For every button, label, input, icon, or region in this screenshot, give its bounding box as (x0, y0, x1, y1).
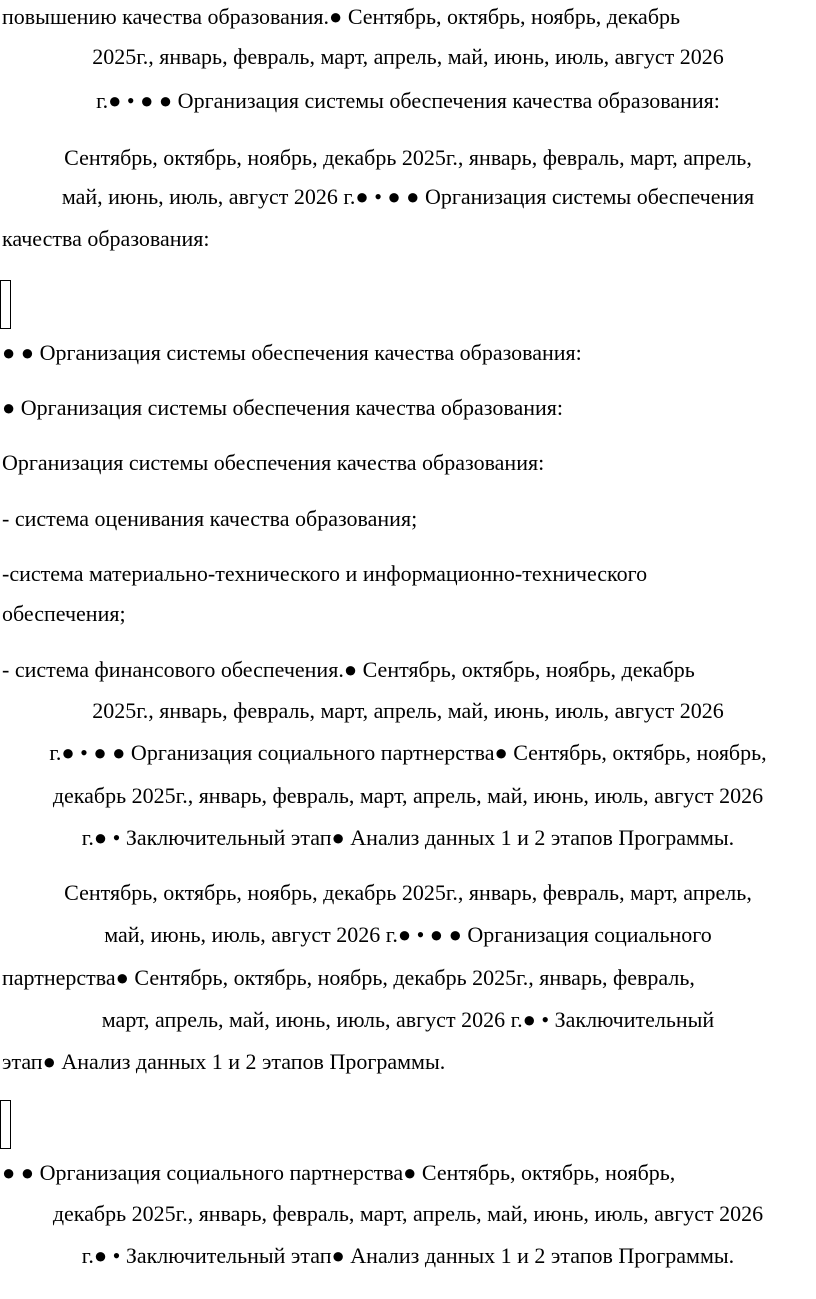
text-line: г.● • ● ● Организация системы обеспечения качества образования: (96, 88, 720, 113)
text-line: -система материально-технического и информационно-технического (2, 561, 648, 586)
text-line: Организация системы обеспечения качества образования: (2, 450, 545, 475)
text-line: май, июнь, июль, август 2026 г.● • ● ● Организация социального (104, 922, 712, 947)
text-line: повышению качества образования.● Сентябрь, октябрь, ноябрь, декабрь (2, 4, 681, 29)
text-line: Сентябрь, октябрь, ноябрь, декабрь 2025г., январь, февраль, март, апрель, (64, 145, 752, 170)
empty-box-placeholder (0, 1100, 11, 1149)
text-line: ● Организация системы обеспечения качества образования: (2, 395, 563, 420)
text-line: декабрь 2025г., январь, февраль, март, апрель, май, июнь, июль, август 2026 (52, 1201, 764, 1226)
text-line: г.● • Заключительный этап● Анализ данных 1 и 2 этапов Программы. (81, 825, 735, 850)
text-line: г.● • Заключительный этап● Анализ данных 1 и 2 этапов Программы. (81, 1243, 735, 1268)
text-line: качества образования: (2, 226, 210, 251)
text-line: этап● Анализ данных 1 и 2 этапов Программы. (2, 1049, 446, 1074)
text-line: г.● • ● ● Организация социального партнерства● Сентябрь, октябрь, ноябрь, (49, 740, 767, 765)
text-line: март, апрель, май, июнь, июль, август 2026 г.● • Заключительный (101, 1007, 715, 1032)
text-line: - система финансового обеспечения.● Сентябрь, октябрь, ноябрь, декабрь (2, 657, 695, 682)
text-line: май, июнь, июль, август 2026 г.● • ● ● Организация системы обеспечения (61, 184, 755, 209)
text-line: обеспечения; (2, 601, 126, 626)
text-line: - система оценивания качества образования; (2, 506, 418, 531)
text-line: декабрь 2025г., январь, февраль, март, апрель, май, июнь, июль, август 2026 (52, 783, 764, 808)
text-line: 2025г., январь, февраль, март, апрель, май, июнь, июль, август 2026 (92, 44, 724, 69)
text-line: ● ● Организация системы обеспечения качества образования: (2, 340, 582, 365)
text-line: 2025г., январь, февраль, март, апрель, май, июнь, июль, август 2026 (92, 698, 724, 723)
text-line: ● ● Организация социального партнерства● Сентябрь, октябрь, ноябрь, (2, 1160, 676, 1185)
text-line: Сентябрь, октябрь, ноябрь, декабрь 2025г., январь, февраль, март, апрель, (64, 880, 752, 905)
text-line: партнерства● Сентябрь, октябрь, ноябрь, декабрь 2025г., январь, февраль, (2, 965, 695, 990)
empty-box-placeholder (0, 280, 11, 329)
